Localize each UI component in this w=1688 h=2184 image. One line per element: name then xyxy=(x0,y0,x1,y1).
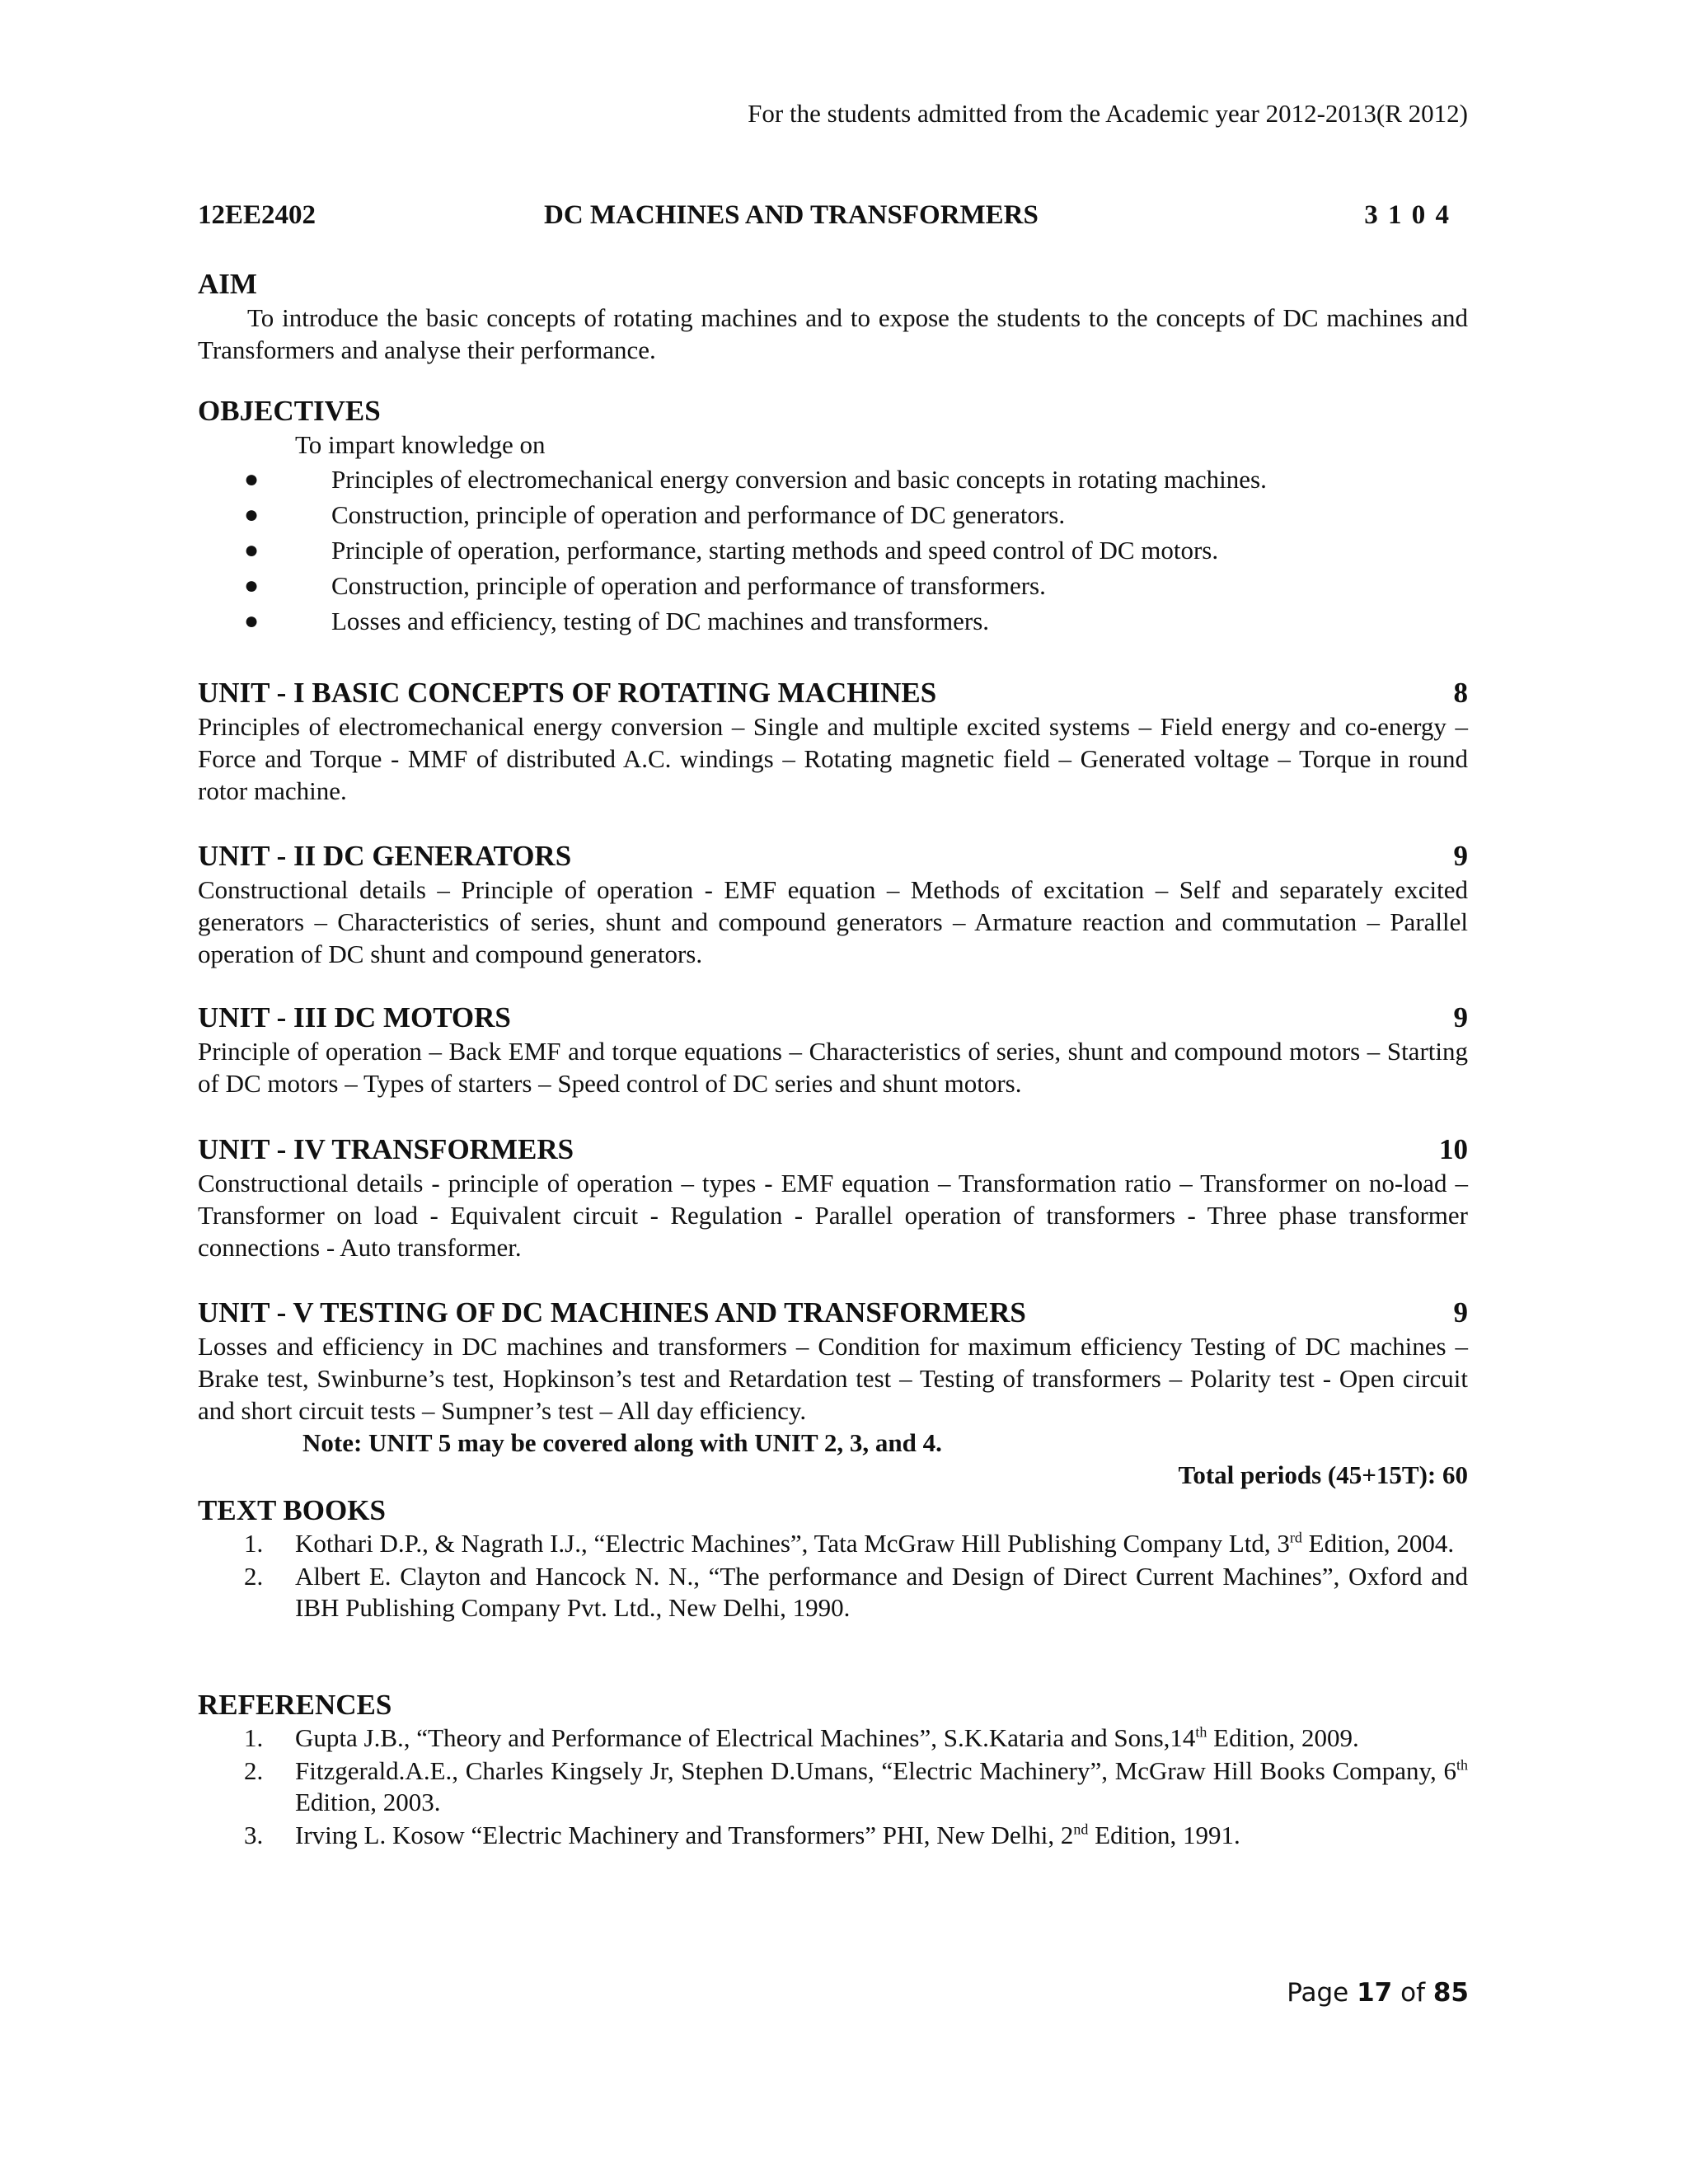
objectives-section xyxy=(198,394,1468,639)
objectives-heading: OBJECTIVES xyxy=(198,395,381,427)
list-item: 3. Irving L. Kosow “Electric Machinery and Transformers” PHI, New Delhi, 2nd Edition, 1991. xyxy=(244,1821,1240,1849)
unit-5 xyxy=(198,1296,1468,1491)
unit-text: Constructional details - principle of operation – types - EMF equation – Transformation ratio – Transformer on no-load – Transformer on load - Equivalent circuit - Regulation - Parallel operation of transformers - Three phase transformer connections - Auto transformer. xyxy=(198,1169,1468,1262)
aim-heading: AIM xyxy=(198,268,257,300)
course-credits: 3 1 0 4 xyxy=(1364,200,1451,230)
unit-title: UNIT - II DC GENERATORS xyxy=(198,840,572,872)
course-code: 12EE2402 xyxy=(198,200,316,230)
unit-2 xyxy=(198,839,1468,970)
unit-note: Note: UNIT 5 may be covered along with UNIT 2, 3, and 4. xyxy=(302,1428,942,1457)
objectives-intro: To impart knowledge on xyxy=(295,430,546,459)
list-item: ● Principles of electromechanical energy conversion and basic concepts in rotating machines. xyxy=(244,465,1267,494)
unit-text: Principle of operation – Back EMF and torque equations – Characteristics of series, shunt and compound motors – Starting of DC motors – Types of starters – Speed control of DC series and shunt motors. xyxy=(198,1037,1468,1098)
text-books-list xyxy=(198,1528,1468,1624)
unit-hours: 9 xyxy=(1453,1296,1468,1329)
course-title: DC MACHINES AND TRANSFORMERS xyxy=(544,200,1039,230)
admission-note: For the students admitted from the Academic year 2012-2013(R 2012) xyxy=(748,99,1468,128)
unit-title: UNIT - V TESTING OF DC MACHINES AND TRANSFORMERS xyxy=(198,1296,1026,1329)
references-heading: REFERENCES xyxy=(198,1689,392,1721)
unit-hours: 8 xyxy=(1453,677,1468,709)
unit-hours: 9 xyxy=(1453,840,1468,872)
unit-title: UNIT - III DC MOTORS xyxy=(198,1001,511,1033)
unit-text: Constructional details – Principle of operation - EMF equation – Methods of excitation – Self and separately excited generators – Characteristics of series, shunt and compound generators – Armature reaction and commutation – Parallel operation of DC shunt and compound generators. xyxy=(198,875,1468,968)
unit-3 xyxy=(198,1001,1468,1099)
list-item: ● Construction, principle of operation and performance of transformers. xyxy=(244,571,1046,600)
unit-text: Principles of electromechanical energy conversion – Single and multiple excited systems – Field energy and co-energy – Force and Torque - MMF of distributed A.C. windings – Rotating magnetic field – Generated voltage – Torque in round rotor machine. xyxy=(198,712,1468,805)
list-item: 2. Albert E. Clayton and Hancock N. N., “The performance and Design of Direct Current Machines”, Oxford and IBH Publishing Company Pvt. Ltd., New Delhi, 1990. xyxy=(244,1562,1468,1622)
list-item: 2. Fitzgerald.A.E., Charles Kingsely Jr, Stephen D.Umans, “Electric Machinery”, McGraw Hill Books Company, 6th Edition, 2003. xyxy=(244,1756,1468,1816)
unit-title: UNIT - IV TRANSFORMERS xyxy=(198,1133,574,1165)
list-item: ● Losses and efficiency, testing of DC machines and transformers. xyxy=(244,607,990,635)
unit-hours: 10 xyxy=(1439,1133,1468,1165)
unit-title: UNIT - I BASIC CONCEPTS OF ROTATING MACHINES xyxy=(198,677,937,709)
list-item: 1. Kothari D.P., & Nagrath I.J., “Electric Machines”, Tata McGraw Hill Publishing Company Ltd, 3rd Edition, 2004. xyxy=(244,1529,1455,1558)
text-books-heading: TEXT BOOKS xyxy=(198,1494,386,1526)
list-item: ● Construction, principle of operation and performance of DC generators. xyxy=(244,500,1066,529)
total-periods: Total periods (45+15T): 60 xyxy=(1178,1460,1468,1489)
unit-hours: 9 xyxy=(1453,1001,1468,1033)
unit-1 xyxy=(198,676,1468,807)
aim-text: To introduce the basic concepts of rotating machines and to expose the students to the concepts of DC machines and Transformers and analyse their performance. xyxy=(198,303,1468,364)
text-books-section xyxy=(198,1493,1468,1625)
unit-text: Losses and efficiency in DC machines and transformers – Condition for maximum efficiency Testing of DC machines – Brake test, Swinburne’s test, Hopkinson’s test and Retardation test – Testing of transformers – Polarity test - Open circuit and short circuit tests – Sumpner’s test – All day efficiency. xyxy=(198,1332,1468,1425)
unit-4 xyxy=(198,1132,1468,1263)
page-number: Page 17 of 85 xyxy=(1287,1978,1469,2008)
references-section xyxy=(198,1688,1468,1853)
references-list xyxy=(198,1722,1468,1851)
list-item: 1. Gupta J.B., “Theory and Performance of Electrical Machines”, S.K.Kataria and Sons,14th Edition, 2009. xyxy=(244,1723,1359,1752)
list-item: ● Principle of operation, performance, starting methods and speed control of DC motors. xyxy=(244,536,1219,565)
aim-section xyxy=(198,267,1468,366)
objectives-list xyxy=(198,462,1468,639)
